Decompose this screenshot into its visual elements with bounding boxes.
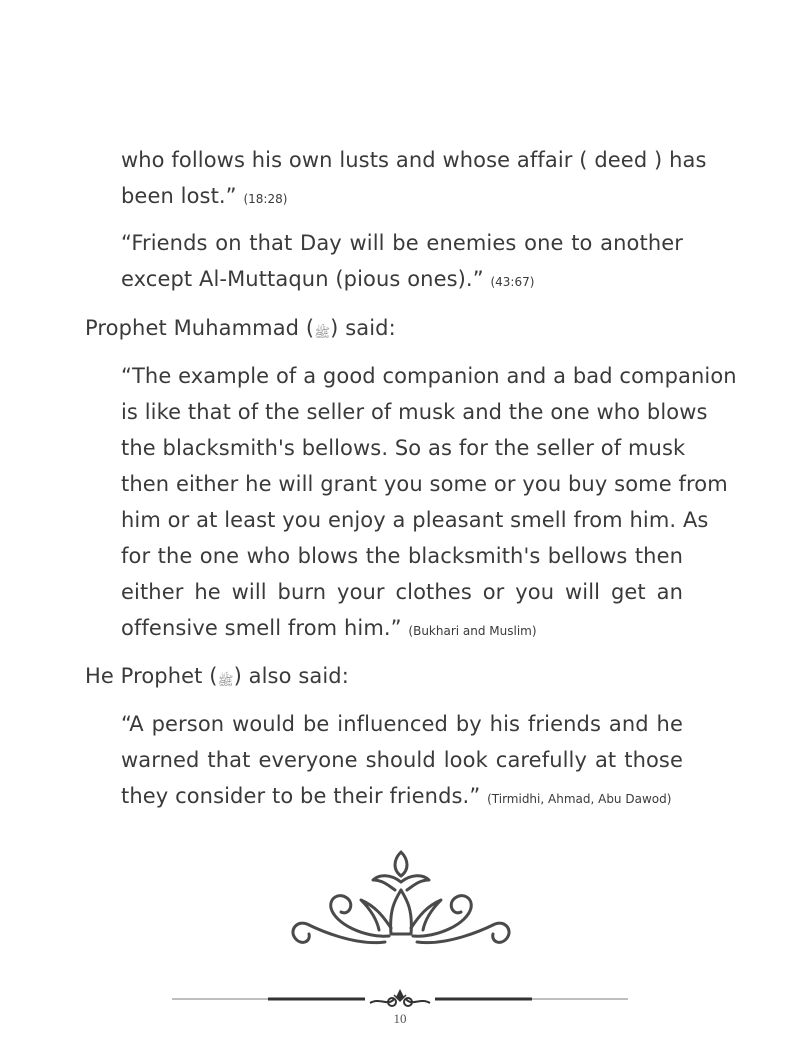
page-number: 10 [393, 1011, 407, 1026]
pbuh-symbol-icon: ﷺ [217, 674, 234, 689]
hadith-1-line: the blacksmith's bellows. So as for the seller of musk [121, 436, 686, 460]
hadith-1-line: then either he will grant you some or you buy some from [121, 472, 728, 496]
quran-quote-2-line-2 [121, 261, 683, 300]
quran-reference: (43:67) [490, 275, 535, 289]
hadith-text: they consider to be their friends.” [121, 784, 481, 808]
heading-text: ) also said: [233, 664, 349, 688]
hadith-reference: (Bukhari and Muslim) [408, 624, 537, 638]
floral-ornament-icon [285, 838, 517, 956]
heading-text: Prophet Muhammad ( [85, 316, 315, 340]
hadith-1-line: is like that of the seller of musk and the one who blows [121, 400, 708, 424]
hadith-1-line: for the one who blows the blacksmith's bellows then [121, 544, 683, 568]
hadith-1-line: “The example of a good companion and a bad companion [121, 364, 737, 388]
hadith-reference: (Tirmidhi, Ahmad, Abu Dawod) [487, 792, 672, 806]
heading-prophet-said [85, 310, 396, 346]
hadith-1-line: either he will burn your clothes or you will get an [121, 580, 683, 604]
quote-text: except Al-Muttaqun (pious ones).” [121, 267, 484, 291]
heading-text: ) said: [330, 316, 396, 340]
hadith-2-line: warned that everyone should look carefully at those [121, 748, 683, 772]
heading-prophet-also-said [85, 658, 349, 694]
quran-quote-1-line-2 [121, 178, 683, 217]
hadith-1-line [121, 610, 683, 649]
hadith-2-line [121, 778, 683, 817]
pbuh-symbol-icon: ﷺ [314, 326, 331, 341]
hadith-1-line: him or at least you enjoy a pleasant smell from him. As [121, 508, 709, 532]
quran-quote-1-line-1: who follows his own lusts and whose affair ( deed ) has [121, 148, 707, 172]
quote-text: been lost.” [121, 184, 237, 208]
quran-reference: (18:28) [243, 192, 288, 206]
hadith-2-line: “A person would be influenced by his friends and he [121, 712, 683, 736]
quran-quote-2-line-1: “Friends on that Day will be enemies one to another [121, 231, 683, 255]
heading-text: He Prophet ( [85, 664, 218, 688]
hadith-text: offensive smell from him.” [121, 616, 402, 640]
